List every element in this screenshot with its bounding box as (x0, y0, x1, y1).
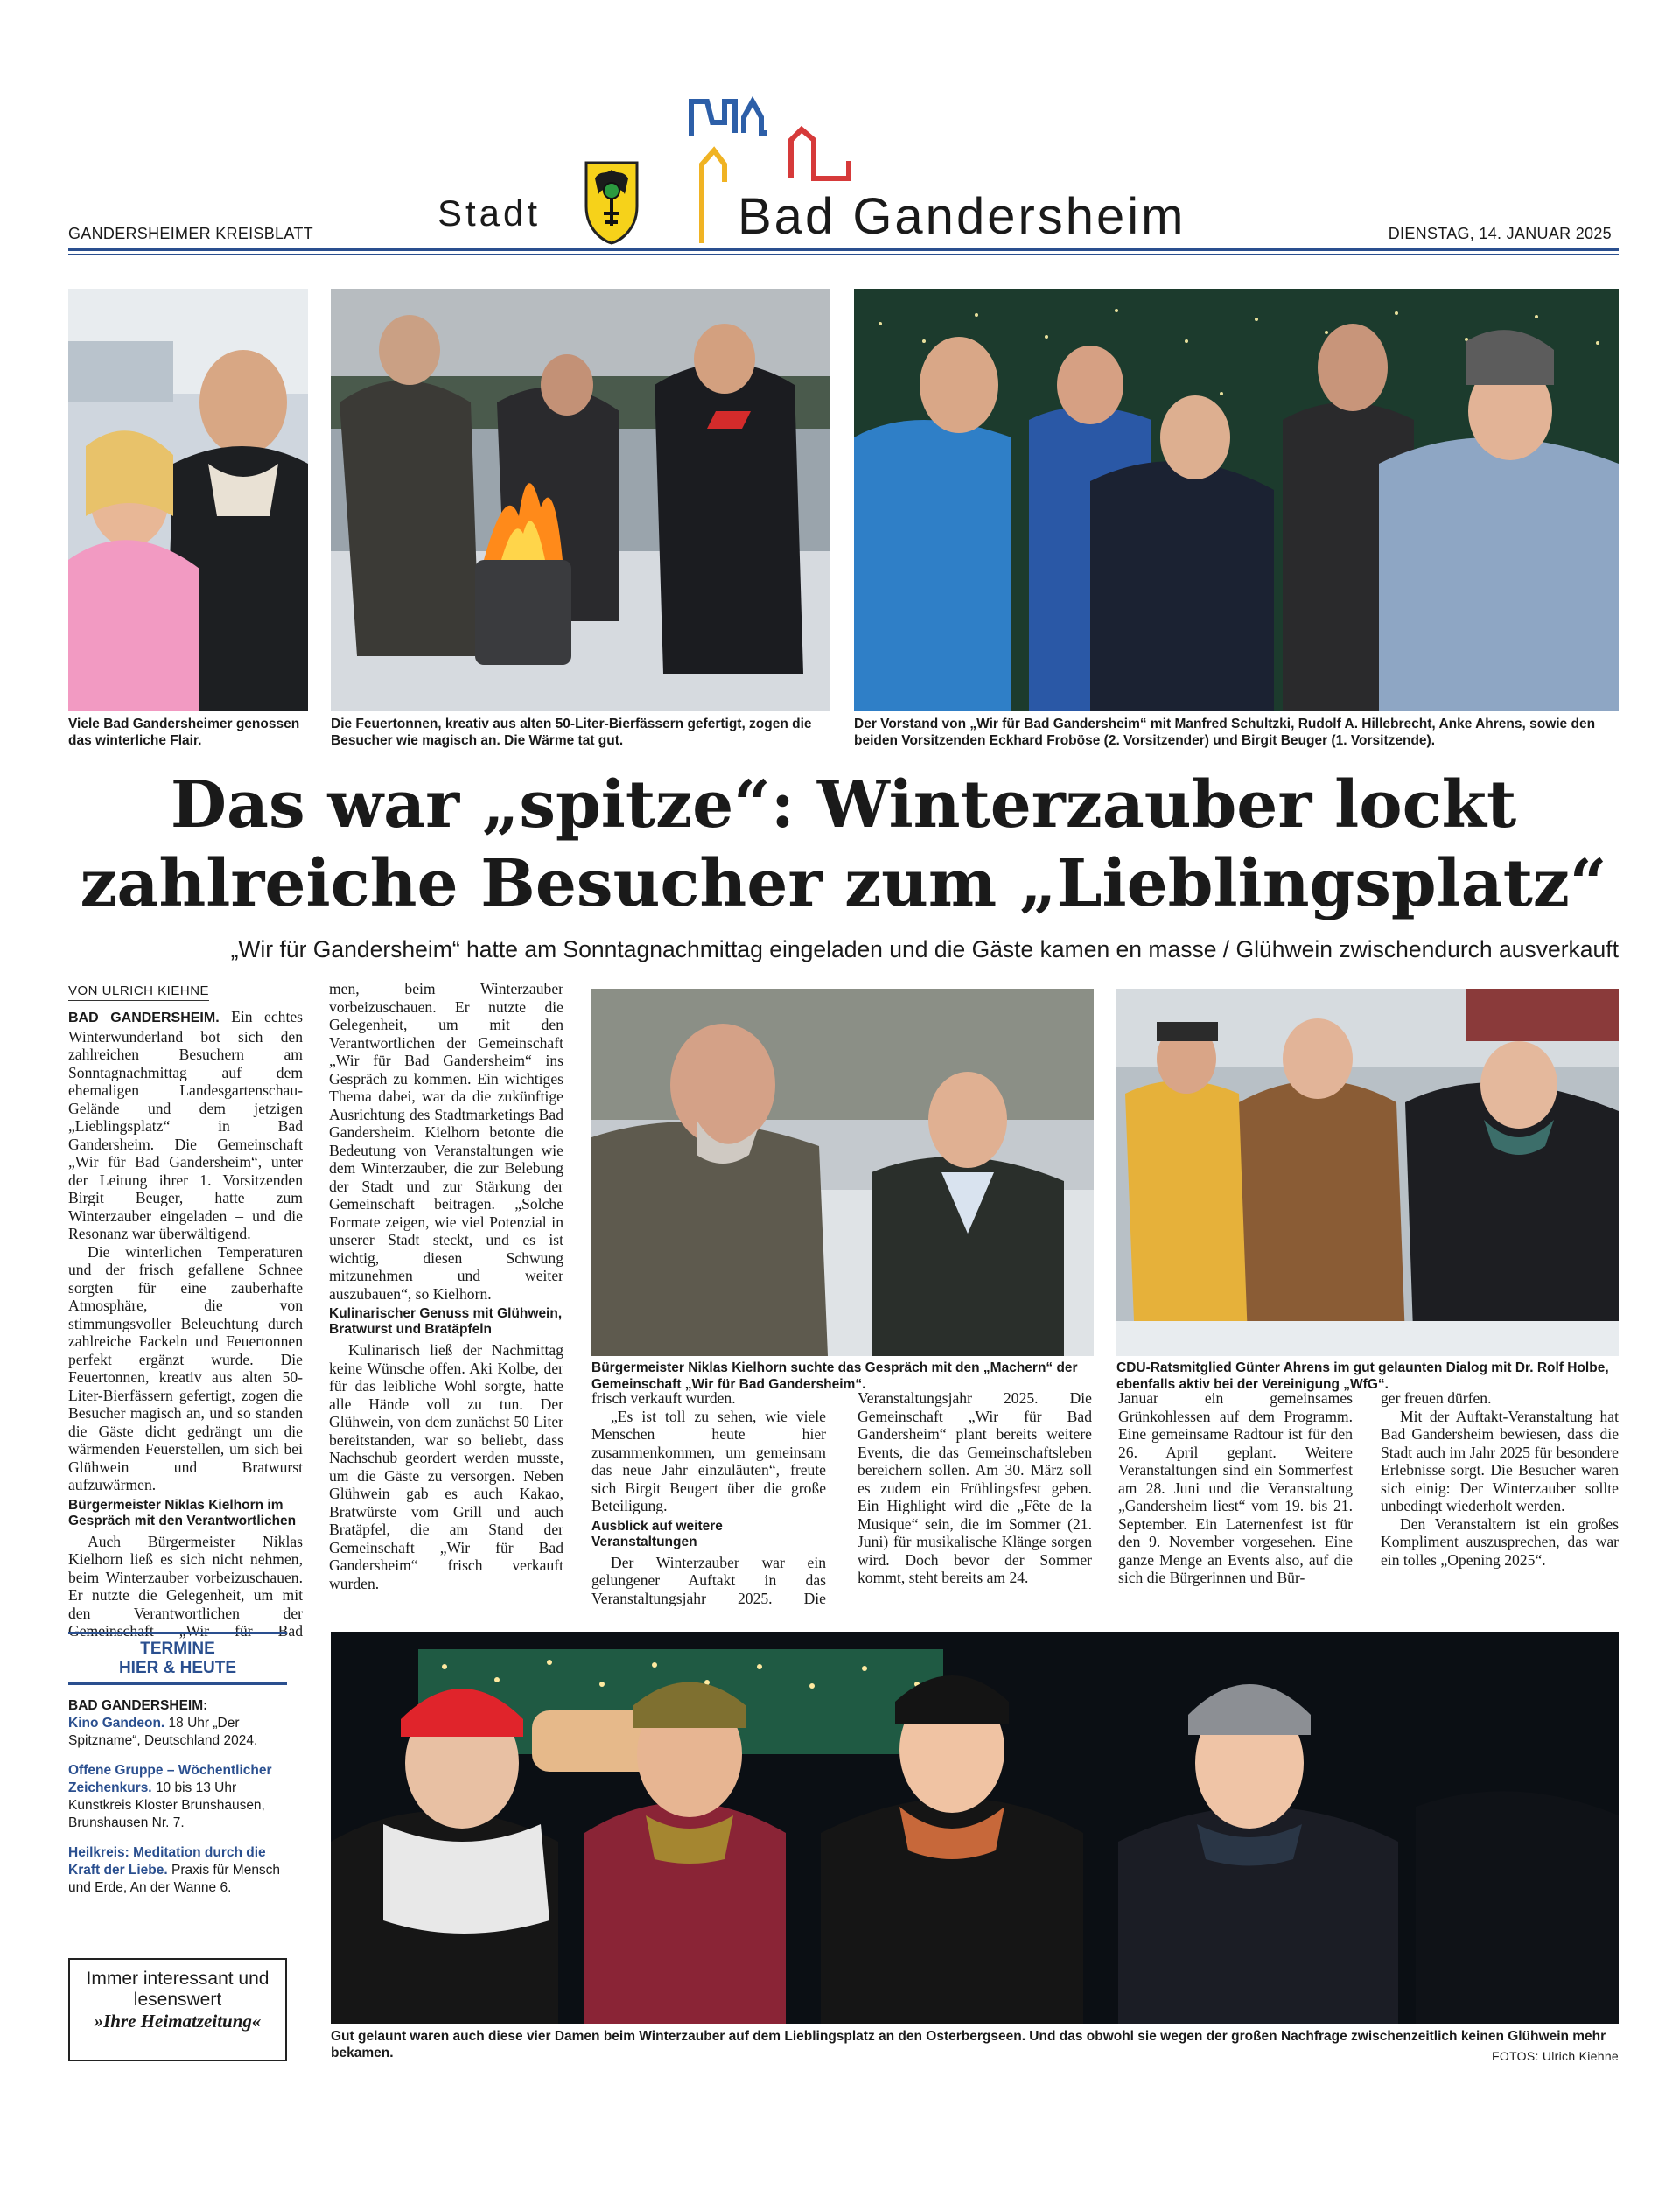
header-rule-thin (68, 254, 1619, 255)
article-subheading: Ausblick auf weitere Veranstaltungen (592, 1518, 723, 1549)
photo-board-group (854, 289, 1619, 711)
article-paragraph-continued: men, beim Winterzauber vorbeizuschauen. Er nutzte die Gelegenheit, um mit den Verantwortlichen der Gemeinschaft „Wir für Bad Gandersheim“ ins Gespräch zu kommen. Ein wichtiges Thema dabei, war da die zukünftige Ausrichtung des Stadtmarketings Bad Gandersheim. Kielhorn betonte die Bedeutung von Veranstaltungen wie dem Winterzauber, die zur Belebung der Stadt und zur Stärkung der Gemeinschaft beitragen. „Solche Formate zeigen, wie viel Potenzial in unserer Stadt steckt, und es ist wichtig, diesen Schwung mitzunehmen und weiter auszubauen“, so Kielhorn. (329, 980, 564, 1303)
termine-list (68, 1697, 287, 1897)
article-column-4 (858, 1389, 1092, 1606)
photo-board-group-caption: Der Vorstand von „Wir für Bad Gandersheim“ mit Manfred Schultzki, Rudolf A. Hillebrecht, Anke Ahrens, sowie den beiden Vorsitzenden Eckhard Froböse (2. Vorsitzender) und Birgit Beuger (1. Vorsitzende). (854, 717, 1596, 748)
termine-item: Offene Gruppe – Wöchentlicher Zeichenkurs. 10 bis 13 Uhr Kunstkreis Kloster Brunshausen, Brunshausen Nr. 7. (68, 1763, 272, 1830)
article-paragraph: Mit der Auftakt-Veranstaltung hat Bad Gandersheim bewiesen, dass die Stadt auch im Jahr 2025 für besondere Erlebnisse sorgt. Die Besucher waren sich einig: Der Winterzauber sollte unbedingt wiederholt werden. (1381, 1407, 1619, 1514)
headline-line-2: zahlreiche Besucher zum „Lieblingsplatz“ (80, 846, 1607, 921)
article-paragraph: „Es ist toll zu sehen, wie viele Menschen heute hier zusammenkommen, um gemeinsam das neue Jahr einzuläuten“, freute sich Birgit Beugert über die große Beteiligung. (592, 1407, 826, 1514)
headline-line-1: Das war „spitze“: Winterzauber lockt (170, 767, 1517, 843)
promo-line: Immer interessant und (86, 1969, 270, 1989)
article-paragraph-continued: ger freuen dürfen. (1381, 1389, 1492, 1407)
coat-of-arms-icon (584, 159, 639, 245)
dateline: BAD GANDERSHEIM. (68, 1011, 220, 1025)
article-paragraph: Der Winterzauber war ein gelungener Auftakt in das Veranstaltungsjahr 2025. Die (592, 1553, 826, 1606)
article-subheading: Kulinarischer Genuss mit Glühwein, Bratwurst und Bratäpfeln (329, 1306, 563, 1337)
byline: VON ULRICH KIEHNE (68, 983, 209, 1001)
headline (68, 766, 1619, 923)
article-paragraph-continued: Januar ein gemeinsames Grünkohlessen auf dem Programm. Eine gemeinsame Radtour ist für den 26. April geplant. Weitere Veranstaltungen sind ein Sommerfest am 28. Juni und die Veranstaltung „Gandersheim liest“ vom 19. bis 21. September. Ein Laternenfest ist für den 9. November vorgesehen. Eine ganze Menge an Events also, auf die sich die Bürgerinnen und Bür- (1118, 1389, 1353, 1586)
termine-box (68, 1632, 287, 1909)
photo-fire-barrel (331, 289, 830, 711)
newspaper-name: GANDERSHEIMER KREISBLATT (68, 225, 313, 242)
photo-couple (68, 289, 308, 711)
article-column-2 (329, 980, 564, 1614)
photo-cdu-dialog-caption: CDU-Ratsmitglied Günter Ahrens im gut gelaunten Dialog mit Dr. Rolf Holbe, ebenfalls aktiv bei der Vereinigung „WfG“. (1116, 1360, 1609, 1392)
article-paragraph: BAD GANDERSHEIM. Ein echtes Winterwunderland bot sich den zahlreichen Besuchern am Sonntagnachmittag auf dem ehemaligen Landesgartenschau-Gelände und dem jetzigen „Lieblingsplatz“ in Bad Gandersheim. Die Gemeinschaft „Wir für Bad Gandersheim“, unter der Leitung ihrer 1. Vorsitzenden Birgit Beuger, hatte zum Winterzauber eingeladen – und die Resonanz war überwältigend. (68, 1008, 303, 1242)
article-paragraph: Den Veranstaltern ist ein großes Kompliment auszusprechen, das war ein tolles „Opening 2025“. (1381, 1514, 1619, 1569)
article-paragraph: Auch Bürgermeister Niklas Kielhorn ließ es sich nicht nehmen, beim Winterzauber vorbeizuschauen. Er nutzte die Gelegenheit, um mit den Verantwortlichen der Gemeinschaft „Wir für Bad (68, 1532, 303, 1640)
photo-four-ladies-caption: Gut gelaunt waren auch diese vier Damen beim Winterzauber auf dem Lieblingsplatz an den Osterbergseen. Und das obwohl sie wegen der großen Nachfrage zwischenzeitlich keinen Glühwein mehr bekamen. (331, 2029, 1606, 2060)
subheadline: „Wir für Gandersheim“ hatte am Sonntagnachmittag eingeladen und die Gäste kamen en masse / Glühwein zwischendurch ausverkauft (230, 936, 1619, 962)
photo-four-ladies (331, 1632, 1619, 2024)
photo-mayor-talk (592, 989, 1094, 1356)
issue-date: DIENSTAG, 14. JANUAR 2025 (1388, 225, 1612, 242)
article-paragraph: Kulinarisch ließ der Nachmittag keine Wünsche offen. Aki Kolbe, der für das leibliche Wohl sorgte, hatte alle Hände voll zu tun. Der Glühwein, von dem zunächst 50 Liter bereitstanden, war so beliebt, dass Nachschub geordert werden musste, um die Gäste zu versorgen. Neben Glühwein gab es auch Kakao, Bratwürste vom Grill und auch Bratäpfel, die am Stand der Gemeinschaft „Wir für Bad Gandersheim“ frisch verkauft wurden. (329, 1341, 564, 1592)
termine-subtitle: HIER & HEUTE (68, 1659, 287, 1685)
promo-box (68, 1958, 287, 2061)
promo-slogan: »Ihre Heimatzeitung« (94, 2011, 262, 2032)
article-paragraph-continued: frisch verkauft wurden. (592, 1389, 736, 1407)
article-paragraph: Die winterlichen Temperaturen und der frisch gefallene Schnee sorgten für eine zauberhafte Atmosphäre, die von stimmungsvoller Beleuchtung durch zahlreiche Fackeln und Feuertonnen perfekt ergänzt wurde. Die Feuertonnen, kreativ aus alten 50-Liter-Bierfässern gefertigt, zogen die Besucher magisch an, und so standen die Gäste dicht gedrängt um die wärmenden Feuerstellen, um sich bei Glühwein und Bratwurst aufzuwärmen. (68, 1242, 303, 1493)
photo-mayor-talk-caption: Bürgermeister Niklas Kielhorn suchte das Gespräch mit den „Machern“ der Gemeinschaft „Wir für Bad Gandersheim“. (592, 1360, 1078, 1392)
termine-title: TERMINE (68, 1632, 287, 1659)
termine-item: Heilkreis: Meditation durch die Kraft der Liebe. Praxis für Mensch und Erde, An der Wanne 6. (68, 1845, 281, 1895)
photo-couple-caption: Viele Bad Gandersheimer genossen das winterliche Flair. (68, 717, 300, 748)
article-column-5 (1118, 1389, 1353, 1606)
masthead-city: Bad Gandersheim (738, 188, 1186, 245)
article-paragraph-continued: Veranstaltungsjahr 2025. Die Gemeinschaft „Wir für Bad Gandersheim“ plant bereits weitere Events, die das Gemeinschaftsleben bereichern sollen. Am 30. März soll es zudem ein Frühlingsfest geben. Ein Highlight wird die „Fête de la Musique“ sein, die im Sommer (21. Juni) für musikalische Klänge sorgen wird. Doch bevor der Sommer kommt, steht bereits am 24. (858, 1389, 1092, 1586)
termine-city: BAD GANDERSHEIM: (68, 1698, 208, 1713)
header-rule (68, 248, 1619, 251)
article-column-1 (68, 1008, 303, 1640)
masthead-stadt: Stadt (438, 192, 542, 234)
promo-line: lesenswert (133, 1990, 222, 2010)
photo-fire-barrel-caption: Die Feuertonnen, kreativ aus alten 50-Liter-Bierfässern gefertigt, zogen die Besucher wie magisch an. Die Wärme tat gut. (331, 717, 812, 748)
article-subheading: Bürgermeister Niklas Kielhorn im Gespräch mit den Verantwortlichen (68, 1497, 297, 1528)
article-column-3 (592, 1389, 826, 1606)
termine-item: Kino Gandeon. 18 Uhr „Der Spitzname“, Deutschland 2024. (68, 1716, 258, 1748)
photo-credit: FOTOS: Ulrich Kiehne (1491, 2049, 1619, 2063)
photo-cdu-dialog (1116, 989, 1619, 1356)
article-column-6 (1381, 1389, 1619, 1606)
